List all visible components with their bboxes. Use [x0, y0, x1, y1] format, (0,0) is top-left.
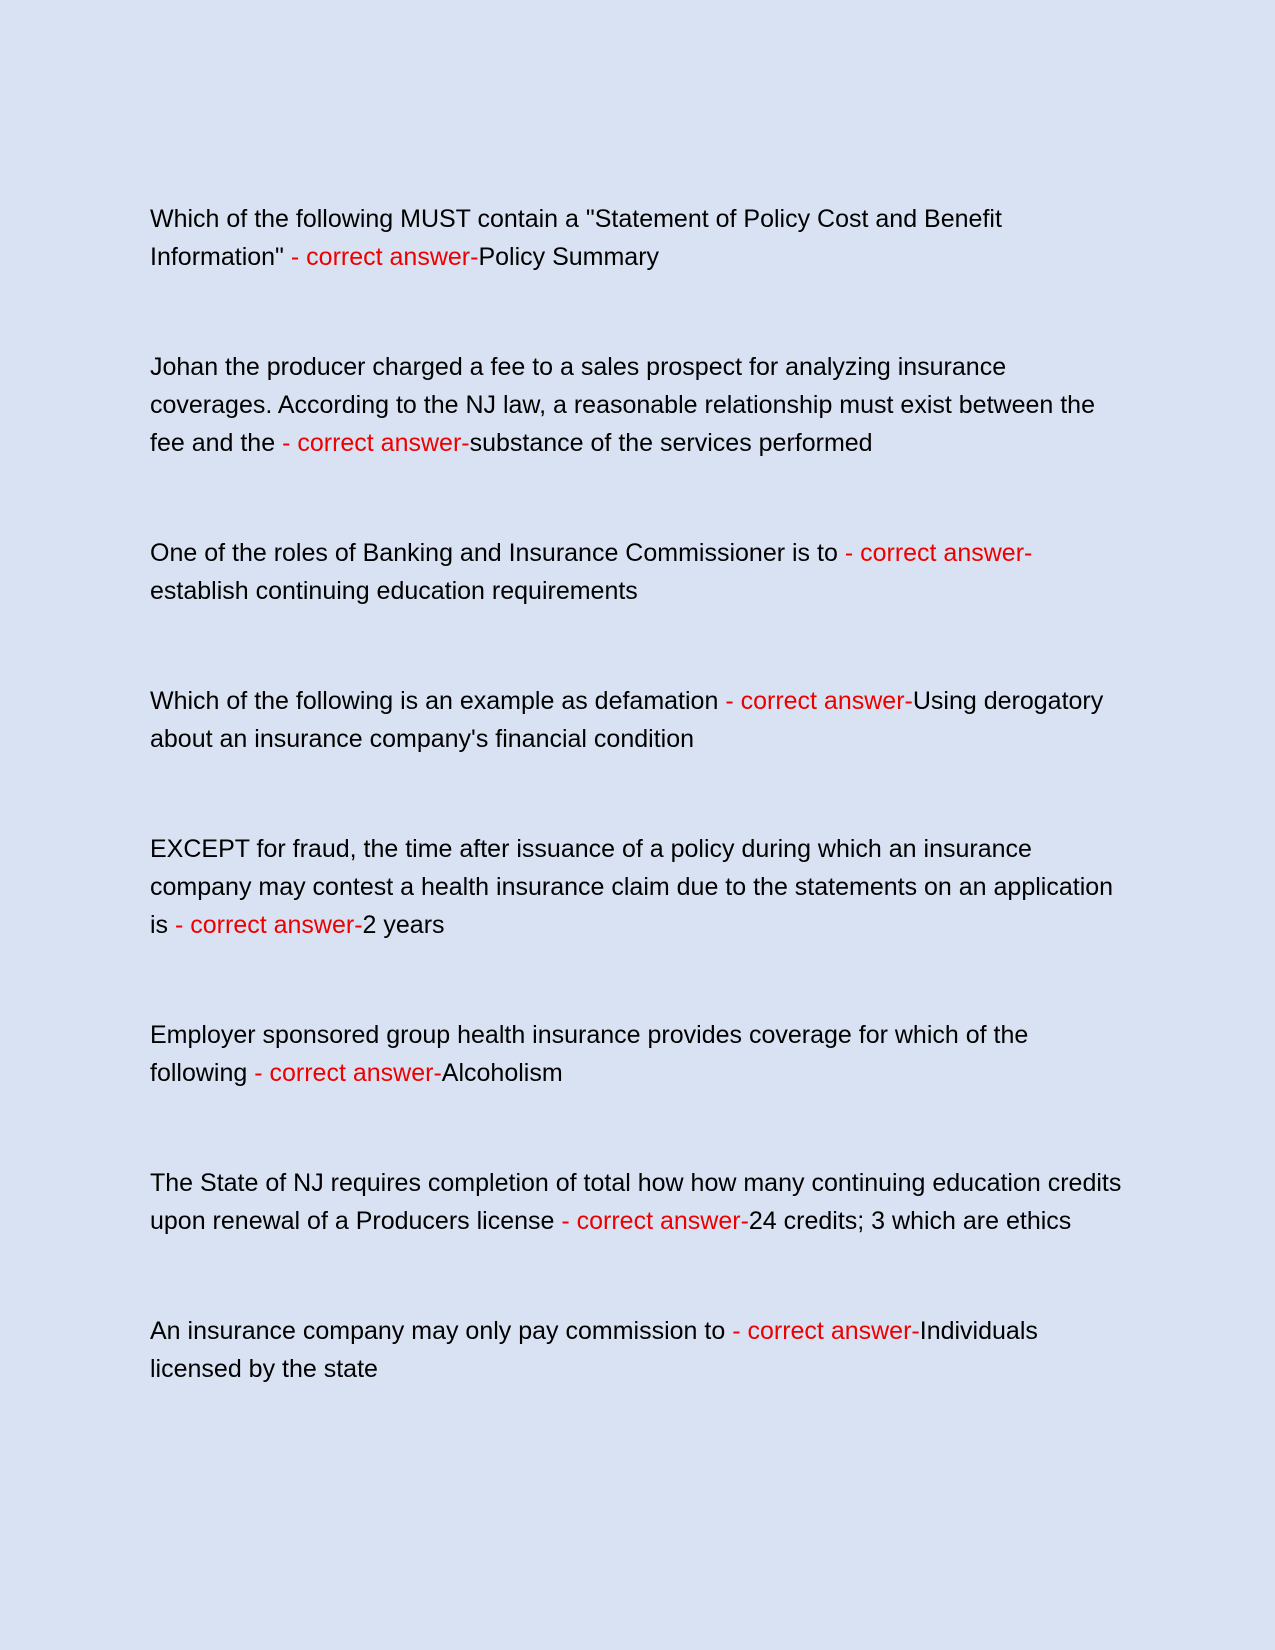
- qa-item: [150, 534, 1130, 610]
- correct-answer-marker: - correct answer-: [561, 1207, 749, 1235]
- qa-item: [150, 830, 1130, 944]
- qa-item: [150, 348, 1130, 462]
- correct-answer-marker: - correct answer-: [725, 687, 913, 715]
- qa-item: [150, 1312, 1130, 1388]
- correct-answer-marker: - correct answer-: [175, 911, 363, 939]
- question-text: Johan the producer charged a fee to a sales prospect for analyzing insurance coverages. According to the NJ law, a reasonable relationship must exist between the fee and the: [150, 353, 1095, 457]
- answer-text: substance of the services performed: [469, 429, 873, 457]
- answer-text: 24 credits; 3 which are ethics: [748, 1207, 1072, 1235]
- qa-item: [150, 1016, 1130, 1092]
- answer-text: Policy Summary: [478, 243, 660, 271]
- question-text: Which of the following is an example as defamation: [150, 687, 726, 715]
- correct-answer-marker: - correct answer-: [254, 1059, 442, 1087]
- answer-text: Individuals licensed by the state: [150, 1317, 1038, 1383]
- question-text: Employer sponsored group health insurance provides coverage for which of the following: [150, 1021, 1029, 1087]
- question-text: Which of the following MUST contain a "Statement of Policy Cost and Benefit Information": [150, 205, 1002, 271]
- answer-text: 2 years: [362, 911, 445, 939]
- question-text: An insurance company may only pay commission to: [150, 1317, 733, 1345]
- answer-text: Using derogatory about an insurance company's financial condition: [150, 687, 1104, 753]
- document-page: [150, 200, 1130, 1460]
- question-text: The State of NJ requires completion of total how how many continuing education credits upon renewal of a Producers license: [150, 1169, 1122, 1235]
- correct-answer-marker: - correct answer-: [290, 243, 479, 271]
- qa-item: [150, 200, 1130, 276]
- correct-answer-marker: - correct answer-: [732, 1317, 920, 1345]
- question-text: EXCEPT for fraud, the time after issuance of a policy during which an insurance company may contest a health insurance claim due to the statements on an application is: [150, 835, 1114, 939]
- correct-answer-marker: - correct answer-: [282, 429, 470, 457]
- question-text: One of the roles of Banking and Insurance Commissioner is to: [150, 539, 845, 567]
- correct-answer-marker: - correct answer-: [844, 539, 1033, 567]
- qa-item: [150, 682, 1130, 758]
- answer-text: establish continuing education requirements: [150, 577, 638, 605]
- answer-text: Alcoholism: [441, 1059, 563, 1087]
- qa-item: [150, 1164, 1130, 1240]
